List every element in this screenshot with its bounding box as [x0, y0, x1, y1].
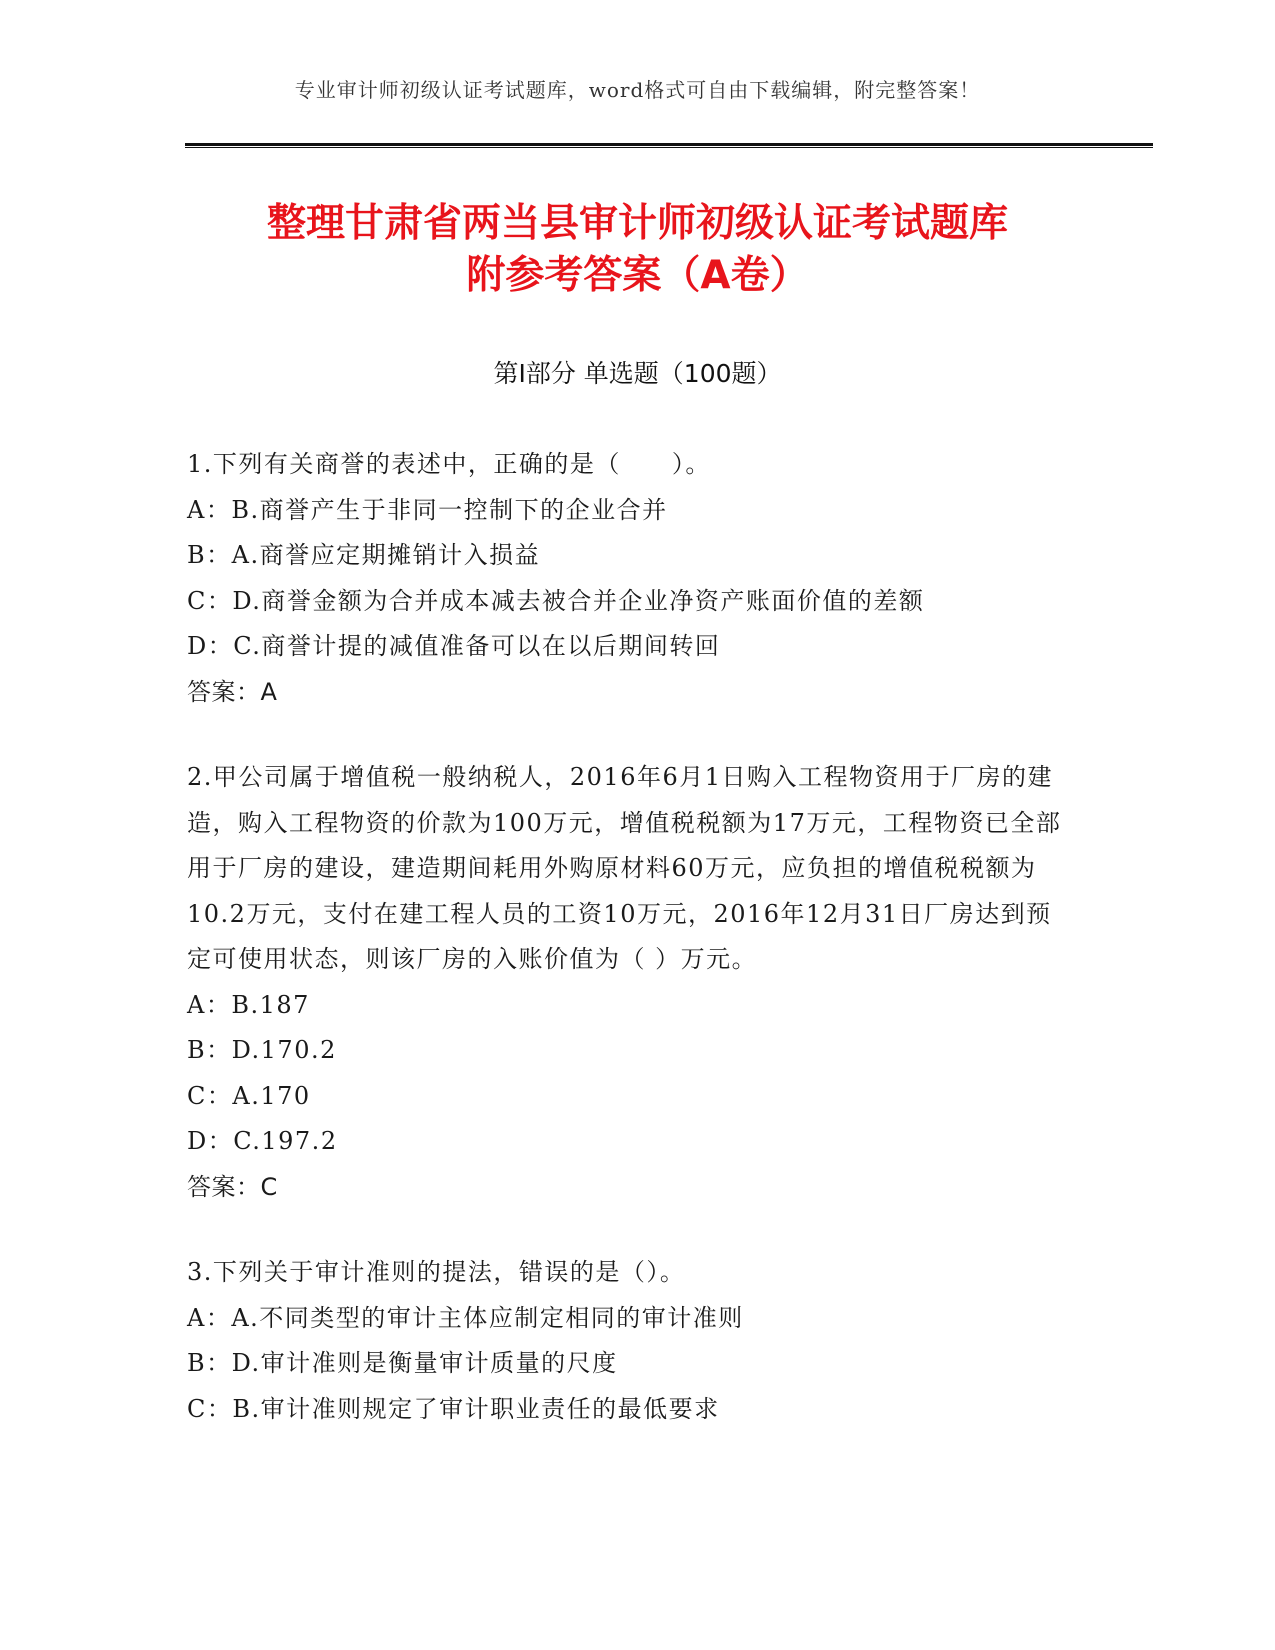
- question-stem: 1.下列有关商誉的表述中，正确的是（ ）。: [187, 450, 711, 478]
- question-stem: 2.甲公司属于增值税一般纳税人，2016年6月1日购入工程物资用于厂房的建造，购入工程物资的价款为100万元，增值税税额为17万元，工程物资已全部用于厂房的建设，建造期间耗用外购原材料60万元，应负担的增值税税额为10.2万元，支付在建工程人员的工资10万元，2016年12月31日厂房达到预定可使用状态，则该厂房的入账价值为（ ）万元。: [187, 763, 1062, 973]
- option-d: D：C.197.2: [187, 1127, 338, 1155]
- option-a: A：B.187: [187, 990, 310, 1019]
- option-b: B：A.商誉应定期摊销计入损益: [187, 541, 541, 569]
- option-c: C：A.170: [187, 1081, 311, 1110]
- question-list: [187, 442, 1077, 1472]
- question-2: [187, 755, 1077, 1210]
- answer: 答案：A: [187, 677, 278, 706]
- option-a: A：A.不同类型的审计主体应制定相同的审计准则: [187, 1303, 744, 1332]
- question-3: [187, 1250, 1077, 1432]
- title-line-1: 整理甘肃省两当县审计师初级认证考试题库: [266, 201, 1008, 246]
- title-line-2: 附参考答案（A卷）: [466, 253, 809, 298]
- section-heading: 第Ⅰ部分 单选题（100题）: [493, 359, 782, 388]
- header-divider: [185, 143, 1153, 148]
- option-c: C：D.商誉金额为合并成本减去被合并企业净资产账面价值的差额: [187, 586, 925, 615]
- question-stem: 3.下列关于审计准则的提法，错误的是（）。: [187, 1258, 686, 1286]
- document-title: [0, 198, 1275, 302]
- option-b: B：D.170.2: [187, 1036, 337, 1064]
- option-b: B：D.审计准则是衡量审计质量的尺度: [187, 1349, 618, 1377]
- option-a: A：B.商誉产生于非同一控制下的企业合并: [187, 495, 668, 524]
- page-header: 专业审计师初级认证考试题库，word格式可自由下载编辑，附完整答案！: [294, 78, 981, 102]
- question-1: [187, 442, 1077, 715]
- option-d: D：C.商誉计提的减值准备可以在以后期间转回: [187, 632, 721, 660]
- answer: 答案：C: [187, 1172, 278, 1201]
- option-c: C：B.审计准则规定了审计职业责任的最低要求: [187, 1394, 720, 1423]
